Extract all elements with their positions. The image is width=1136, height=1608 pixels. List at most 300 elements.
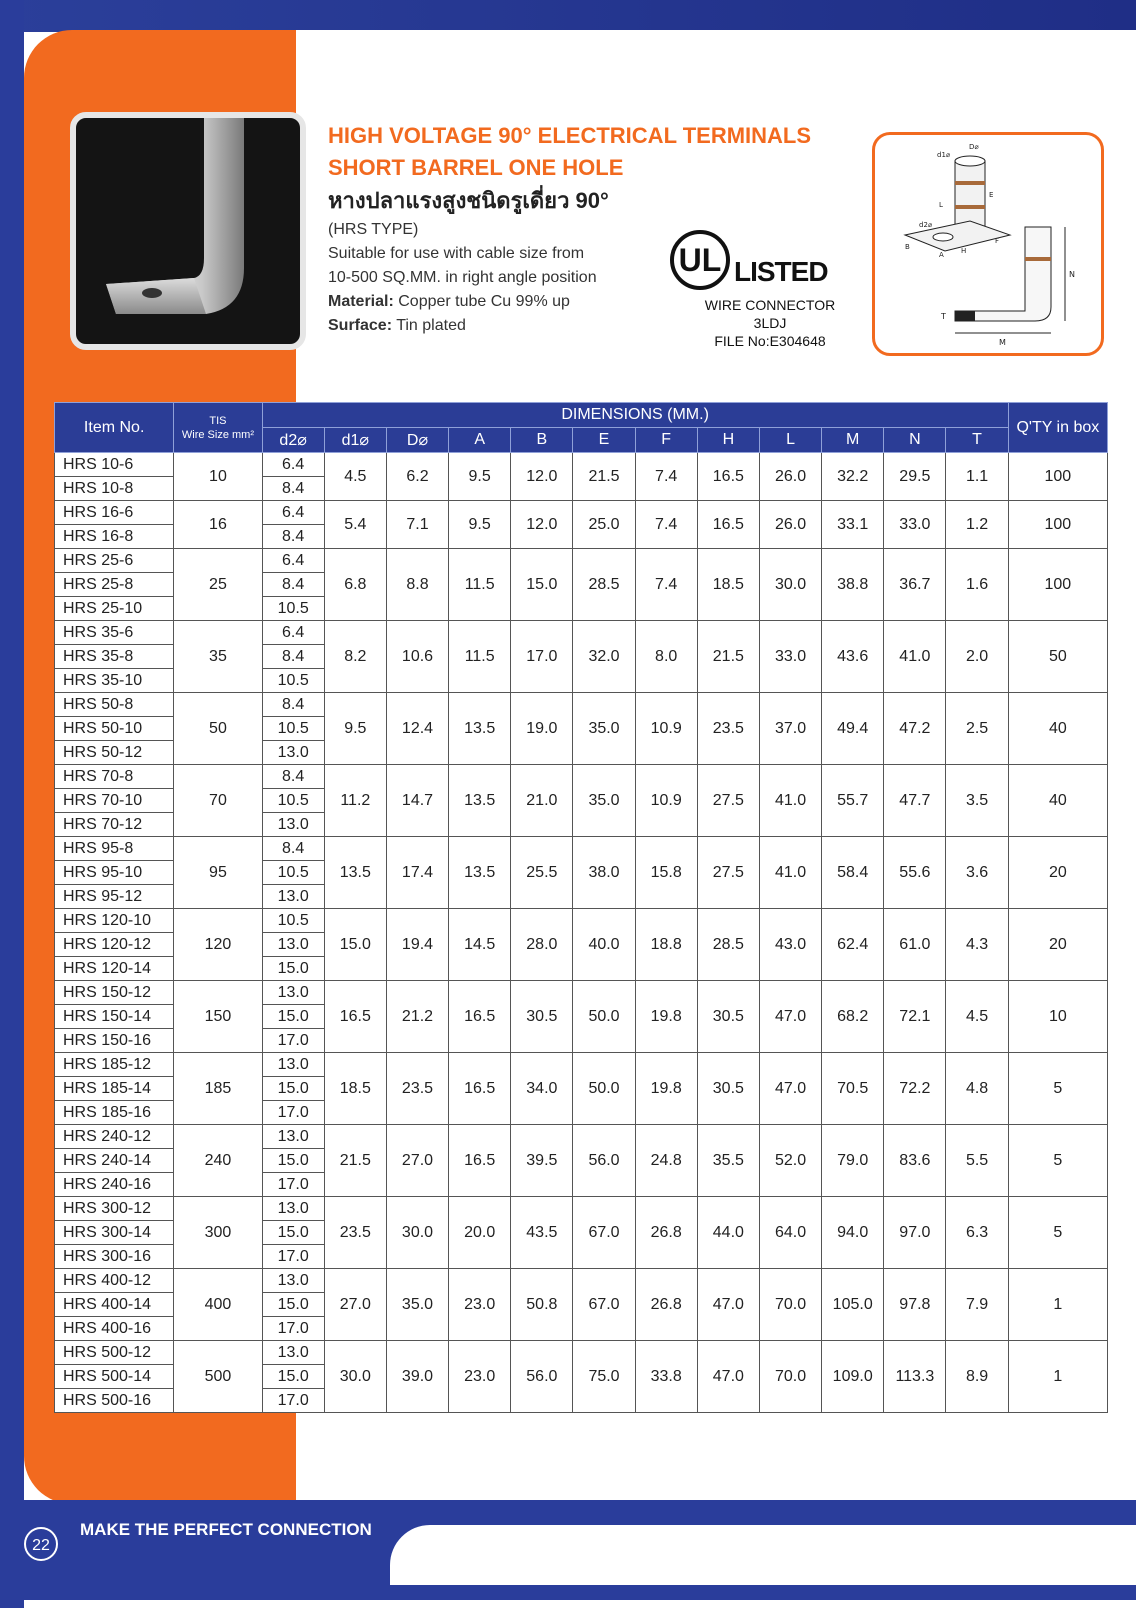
cell-m: 79.0: [822, 1125, 884, 1197]
cell-l: 70.0: [759, 1341, 821, 1413]
header-col: F: [635, 428, 697, 453]
cell-qty: 100: [1008, 501, 1107, 549]
terminal-illustration: [76, 118, 300, 344]
title-line-2: SHORT BARREL ONE HOLE: [328, 155, 624, 180]
cell-l: 47.0: [759, 981, 821, 1053]
cell-d2: 13.0: [262, 813, 324, 837]
table-row: [55, 621, 1108, 645]
ul-listed-text: LISTED: [734, 256, 828, 287]
cell-item-no: HRS 185-12: [55, 1053, 174, 1077]
cell-m: 55.7: [822, 765, 884, 837]
cell-h: 18.5: [697, 549, 759, 621]
cell-m: 43.6: [822, 621, 884, 693]
cell-d: 19.4: [386, 909, 448, 981]
cell-n: 36.7: [884, 549, 946, 621]
cell-d2: 8.4: [262, 693, 324, 717]
cell-d2: 13.0: [262, 1125, 324, 1149]
cell-d1: 30.0: [324, 1341, 386, 1413]
cell-d2: 10.5: [262, 717, 324, 741]
description-line-1: Suitable for use with cable size from: [328, 245, 585, 262]
cell-item-no: HRS 95-8: [55, 837, 174, 861]
cell-qty: 5: [1008, 1125, 1107, 1197]
description-line-2: 10-500 SQ.MM. in right angle position: [328, 269, 597, 286]
cell-wire-size: 150: [174, 981, 262, 1053]
cell-f: 10.9: [635, 765, 697, 837]
cell-l: 43.0: [759, 909, 821, 981]
table-row: [55, 1125, 1108, 1149]
cell-e: 25.0: [573, 501, 635, 549]
cell-t: 4.5: [946, 981, 1008, 1053]
cell-d2: 6.4: [262, 453, 324, 477]
cell-e: 38.0: [573, 837, 635, 909]
cell-t: 1.2: [946, 501, 1008, 549]
header-col: N: [884, 428, 946, 453]
cell-d: 10.6: [386, 621, 448, 693]
cell-item-no: HRS 400-16: [55, 1317, 174, 1341]
cell-n: 41.0: [884, 621, 946, 693]
cell-d2: 15.0: [262, 957, 324, 981]
material-value: Copper tube Cu 99% up: [393, 293, 570, 310]
cell-item-no: HRS 120-10: [55, 909, 174, 933]
cell-t: 5.5: [946, 1125, 1008, 1197]
cell-a: 11.5: [449, 549, 511, 621]
cell-d1: 8.2: [324, 621, 386, 693]
cell-e: 50.0: [573, 1053, 635, 1125]
left-band: [0, 0, 24, 1608]
cell-n: 72.2: [884, 1053, 946, 1125]
cell-d2: 13.0: [262, 1197, 324, 1221]
cell-m: 49.4: [822, 693, 884, 765]
cell-m: 33.1: [822, 501, 884, 549]
cell-item-no: HRS 16-8: [55, 525, 174, 549]
diagram-label-B: B: [905, 243, 910, 251]
cell-qty: 1: [1008, 1341, 1107, 1413]
table-row: [55, 693, 1108, 717]
header-dimensions: DIMENSIONS (MM.): [262, 403, 1008, 428]
cell-n: 29.5: [884, 453, 946, 501]
cell-d2: 13.0: [262, 981, 324, 1005]
cell-item-no: HRS 50-10: [55, 717, 174, 741]
table-row: [55, 765, 1108, 789]
cell-f: 10.9: [635, 693, 697, 765]
cell-f: 7.4: [635, 549, 697, 621]
cell-d: 6.2: [386, 453, 448, 501]
diagram-label-F: F: [995, 237, 1000, 245]
cell-d2: 8.4: [262, 477, 324, 501]
ul-listed-logo: [670, 230, 870, 352]
cell-l: 41.0: [759, 765, 821, 837]
cell-d2: 15.0: [262, 1077, 324, 1101]
dimension-diagram-drawing: [875, 135, 1101, 353]
cell-a: 16.5: [449, 1053, 511, 1125]
cell-t: 3.6: [946, 837, 1008, 909]
cell-b: 30.5: [511, 981, 573, 1053]
cell-f: 19.8: [635, 981, 697, 1053]
cell-b: 25.5: [511, 837, 573, 909]
cell-l: 64.0: [759, 1197, 821, 1269]
diagram-label-T: T: [941, 312, 946, 321]
cell-h: 23.5: [697, 693, 759, 765]
cell-t: 4.8: [946, 1053, 1008, 1125]
cell-d: 23.5: [386, 1053, 448, 1125]
cell-item-no: HRS 70-12: [55, 813, 174, 837]
cell-wire-size: 10: [174, 453, 262, 501]
cell-f: 26.8: [635, 1197, 697, 1269]
cell-h: 16.5: [697, 453, 759, 501]
cell-item-no: HRS 500-14: [55, 1365, 174, 1389]
cell-qty: 20: [1008, 837, 1107, 909]
cell-b: 19.0: [511, 693, 573, 765]
cell-m: 32.2: [822, 453, 884, 501]
cell-h: 44.0: [697, 1197, 759, 1269]
cell-d2: 8.4: [262, 765, 324, 789]
dimensions-table-wrap: [54, 402, 1108, 1413]
cell-d2: 13.0: [262, 741, 324, 765]
cell-wire-size: 240: [174, 1125, 262, 1197]
cell-d1: 6.8: [324, 549, 386, 621]
cell-d2: 17.0: [262, 1317, 324, 1341]
cell-item-no: HRS 150-14: [55, 1005, 174, 1029]
cell-item-no: HRS 50-8: [55, 693, 174, 717]
cell-item-no: HRS 35-10: [55, 669, 174, 693]
cell-item-no: HRS 70-10: [55, 789, 174, 813]
cell-l: 30.0: [759, 549, 821, 621]
cell-wire-size: 16: [174, 501, 262, 549]
type-label: (HRS TYPE): [328, 221, 419, 238]
cell-e: 40.0: [573, 909, 635, 981]
cell-item-no: HRS 25-10: [55, 597, 174, 621]
cell-f: 7.4: [635, 501, 697, 549]
cell-t: 1.6: [946, 549, 1008, 621]
surface-label: Surface:: [328, 317, 393, 334]
cell-e: 67.0: [573, 1269, 635, 1341]
footer-slogan: MAKE THE PERFECT CONNECTION: [80, 1520, 372, 1539]
cell-d2: 17.0: [262, 1389, 324, 1413]
footer-swoosh: [390, 1525, 1136, 1585]
cell-m: 70.5: [822, 1053, 884, 1125]
cell-l: 41.0: [759, 837, 821, 909]
cell-t: 6.3: [946, 1197, 1008, 1269]
table-row: [55, 981, 1108, 1005]
cell-item-no: HRS 500-12: [55, 1341, 174, 1365]
cell-a: 16.5: [449, 1125, 511, 1197]
table-row: [55, 453, 1108, 477]
cell-a: 23.0: [449, 1341, 511, 1413]
title-line-1: HIGH VOLTAGE 90° ELECTRICAL TERMINALS: [328, 123, 812, 148]
cell-wire-size: 120: [174, 909, 262, 981]
cell-item-no: HRS 185-16: [55, 1101, 174, 1125]
cell-qty: 20: [1008, 909, 1107, 981]
cell-d2: 8.4: [262, 645, 324, 669]
cell-h: 21.5: [697, 621, 759, 693]
header-col: H: [697, 428, 759, 453]
diagram-label-N: N: [1069, 270, 1075, 279]
cell-l: 37.0: [759, 693, 821, 765]
cell-b: 50.8: [511, 1269, 573, 1341]
top-band: [0, 0, 1136, 32]
header-col: B: [511, 428, 573, 453]
cell-item-no: HRS 300-14: [55, 1221, 174, 1245]
cell-m: 38.8: [822, 549, 884, 621]
cell-d2: 15.0: [262, 1221, 324, 1245]
cell-d2: 6.4: [262, 501, 324, 525]
cell-n: 97.0: [884, 1197, 946, 1269]
cell-n: 97.8: [884, 1269, 946, 1341]
ul-info: [690, 296, 850, 350]
cell-n: 83.6: [884, 1125, 946, 1197]
cell-d2: 8.4: [262, 525, 324, 549]
cell-d1: 9.5: [324, 693, 386, 765]
cell-d: 17.4: [386, 837, 448, 909]
header-col: d1⌀: [324, 428, 386, 453]
cell-b: 21.0: [511, 765, 573, 837]
cell-l: 70.0: [759, 1269, 821, 1341]
cell-b: 28.0: [511, 909, 573, 981]
cell-d2: 13.0: [262, 1269, 324, 1293]
cell-d1: 15.0: [324, 909, 386, 981]
cell-h: 27.5: [697, 765, 759, 837]
cell-wire-size: 300: [174, 1197, 262, 1269]
cell-d1: 21.5: [324, 1125, 386, 1197]
cell-n: 72.1: [884, 981, 946, 1053]
cell-a: 9.5: [449, 453, 511, 501]
cell-item-no: HRS 35-8: [55, 645, 174, 669]
cell-item-no: HRS 35-6: [55, 621, 174, 645]
dimension-diagram: [872, 132, 1104, 356]
diagram-label-A: A: [939, 251, 944, 259]
cell-item-no: HRS 10-6: [55, 453, 174, 477]
cell-f: 33.8: [635, 1341, 697, 1413]
material-label: Material:: [328, 293, 394, 310]
cell-f: 26.8: [635, 1269, 697, 1341]
cell-a: 20.0: [449, 1197, 511, 1269]
diagram-label-d1: d1⌀: [937, 151, 951, 159]
cell-m: 58.4: [822, 837, 884, 909]
cell-d2: 10.5: [262, 909, 324, 933]
header-col: E: [573, 428, 635, 453]
cell-e: 21.5: [573, 453, 635, 501]
cell-f: 24.8: [635, 1125, 697, 1197]
cell-a: 13.5: [449, 693, 511, 765]
cell-item-no: HRS 70-8: [55, 765, 174, 789]
cell-b: 12.0: [511, 453, 573, 501]
cell-wire-size: 50: [174, 693, 262, 765]
cell-d1: 16.5: [324, 981, 386, 1053]
cell-e: 35.0: [573, 765, 635, 837]
cell-d2: 15.0: [262, 1149, 324, 1173]
cell-d2: 13.0: [262, 1341, 324, 1365]
cell-d2: 15.0: [262, 1365, 324, 1389]
cell-h: 30.5: [697, 981, 759, 1053]
cell-item-no: HRS 95-12: [55, 885, 174, 909]
cell-n: 47.7: [884, 765, 946, 837]
diagram-label-d2: d2⌀: [919, 221, 933, 229]
cell-d1: 27.0: [324, 1269, 386, 1341]
table-row: [55, 549, 1108, 573]
cell-l: 26.0: [759, 501, 821, 549]
table-row: [55, 1341, 1108, 1365]
cell-b: 39.5: [511, 1125, 573, 1197]
cell-h: 28.5: [697, 909, 759, 981]
cell-item-no: HRS 50-12: [55, 741, 174, 765]
cell-wire-size: 95: [174, 837, 262, 909]
cell-m: 62.4: [822, 909, 884, 981]
cell-d: 12.4: [386, 693, 448, 765]
cell-e: 75.0: [573, 1341, 635, 1413]
cell-t: 1.1: [946, 453, 1008, 501]
cell-d2: 15.0: [262, 1005, 324, 1029]
cell-item-no: HRS 300-16: [55, 1245, 174, 1269]
page-number: 22: [24, 1527, 58, 1561]
table-row: [55, 1269, 1108, 1293]
cell-d: 39.0: [386, 1341, 448, 1413]
header-col: D⌀: [386, 428, 448, 453]
cell-wire-size: 500: [174, 1341, 262, 1413]
cell-item-no: HRS 150-12: [55, 981, 174, 1005]
table-row: [55, 501, 1108, 525]
ul-info-line-2: 3LDJ: [753, 315, 787, 331]
cell-item-no: HRS 120-12: [55, 933, 174, 957]
cell-l: 26.0: [759, 453, 821, 501]
cell-d2: 8.4: [262, 573, 324, 597]
cell-d: 27.0: [386, 1125, 448, 1197]
cell-item-no: HRS 10-8: [55, 477, 174, 501]
cell-d: 30.0: [386, 1197, 448, 1269]
cell-l: 33.0: [759, 621, 821, 693]
cell-item-no: HRS 240-14: [55, 1149, 174, 1173]
cell-n: 113.3: [884, 1341, 946, 1413]
cell-item-no: HRS 240-16: [55, 1173, 174, 1197]
cell-b: 17.0: [511, 621, 573, 693]
cell-d: 21.2: [386, 981, 448, 1053]
cell-h: 47.0: [697, 1269, 759, 1341]
cell-a: 13.5: [449, 765, 511, 837]
cell-d2: 15.0: [262, 1293, 324, 1317]
header-col: A: [449, 428, 511, 453]
header-tis-top: TIS: [209, 414, 227, 427]
cell-qty: 5: [1008, 1053, 1107, 1125]
table-row: [55, 909, 1108, 933]
cell-d2: 10.5: [262, 669, 324, 693]
cell-d: 7.1: [386, 501, 448, 549]
cell-t: 2.5: [946, 693, 1008, 765]
cell-d2: 17.0: [262, 1101, 324, 1125]
header-col: T: [946, 428, 1008, 453]
cell-d2: 6.4: [262, 621, 324, 645]
cell-d: 14.7: [386, 765, 448, 837]
cell-d: 35.0: [386, 1269, 448, 1341]
cell-a: 9.5: [449, 501, 511, 549]
diagram-label-H: H: [961, 247, 967, 255]
cell-item-no: HRS 400-14: [55, 1293, 174, 1317]
cell-a: 14.5: [449, 909, 511, 981]
dimensions-table: [54, 402, 1108, 1413]
cell-e: 67.0: [573, 1197, 635, 1269]
cell-n: 33.0: [884, 501, 946, 549]
header-col: M: [822, 428, 884, 453]
cell-wire-size: 70: [174, 765, 262, 837]
ul-mark-icon: UL: [670, 230, 730, 290]
cell-d2: 17.0: [262, 1245, 324, 1269]
cell-m: 94.0: [822, 1197, 884, 1269]
cell-item-no: HRS 25-6: [55, 549, 174, 573]
cell-qty: 1: [1008, 1269, 1107, 1341]
cell-d2: 13.0: [262, 1053, 324, 1077]
cell-a: 16.5: [449, 981, 511, 1053]
cell-b: 56.0: [511, 1341, 573, 1413]
cell-d1: 4.5: [324, 453, 386, 501]
cell-qty: 40: [1008, 765, 1107, 837]
cell-d2: 17.0: [262, 1173, 324, 1197]
cell-e: 56.0: [573, 1125, 635, 1197]
cell-wire-size: 400: [174, 1269, 262, 1341]
cell-a: 13.5: [449, 837, 511, 909]
cell-f: 18.8: [635, 909, 697, 981]
cell-item-no: HRS 300-12: [55, 1197, 174, 1221]
surface-value: Tin plated: [392, 317, 466, 334]
cell-qty: 50: [1008, 621, 1107, 693]
diagram-label-D: D⌀: [969, 143, 979, 151]
cell-e: 35.0: [573, 693, 635, 765]
cell-d1: 23.5: [324, 1197, 386, 1269]
table-row: [55, 1197, 1108, 1221]
product-photo: [70, 112, 306, 350]
cell-b: 15.0: [511, 549, 573, 621]
cell-wire-size: 35: [174, 621, 262, 693]
diagram-label-E: E: [989, 191, 994, 199]
table-row: [55, 837, 1108, 861]
header-col: d2⌀: [262, 428, 324, 453]
cell-item-no: HRS 16-6: [55, 501, 174, 525]
cell-item-no: HRS 95-10: [55, 861, 174, 885]
cell-b: 12.0: [511, 501, 573, 549]
cell-d1: 18.5: [324, 1053, 386, 1125]
cell-wire-size: 25: [174, 549, 262, 621]
header-col: L: [759, 428, 821, 453]
cell-d2: 10.5: [262, 597, 324, 621]
cell-d2: 8.4: [262, 837, 324, 861]
cell-qty: 5: [1008, 1197, 1107, 1269]
cell-d2: 13.0: [262, 885, 324, 909]
cell-n: 47.2: [884, 693, 946, 765]
cell-n: 61.0: [884, 909, 946, 981]
cell-d2: 13.0: [262, 933, 324, 957]
table-body: [55, 453, 1108, 1413]
cell-item-no: HRS 150-16: [55, 1029, 174, 1053]
cell-qty: 10: [1008, 981, 1107, 1053]
header-qty: Q'TY in box: [1008, 403, 1107, 453]
cell-wire-size: 185: [174, 1053, 262, 1125]
cell-d2: 17.0: [262, 1029, 324, 1053]
cell-t: 8.9: [946, 1341, 1008, 1413]
cell-f: 7.4: [635, 453, 697, 501]
cell-h: 27.5: [697, 837, 759, 909]
cell-h: 47.0: [697, 1341, 759, 1413]
cell-qty: 40: [1008, 693, 1107, 765]
cell-e: 28.5: [573, 549, 635, 621]
cell-d1: 13.5: [324, 837, 386, 909]
cell-f: 15.8: [635, 837, 697, 909]
cell-a: 23.0: [449, 1269, 511, 1341]
header-item-no: Item No.: [55, 403, 174, 453]
cell-h: 35.5: [697, 1125, 759, 1197]
cell-t: 7.9: [946, 1269, 1008, 1341]
cell-t: 3.5: [946, 765, 1008, 837]
cell-h: 16.5: [697, 501, 759, 549]
cell-item-no: HRS 500-16: [55, 1389, 174, 1413]
cell-t: 2.0: [946, 621, 1008, 693]
cell-d2: 6.4: [262, 549, 324, 573]
